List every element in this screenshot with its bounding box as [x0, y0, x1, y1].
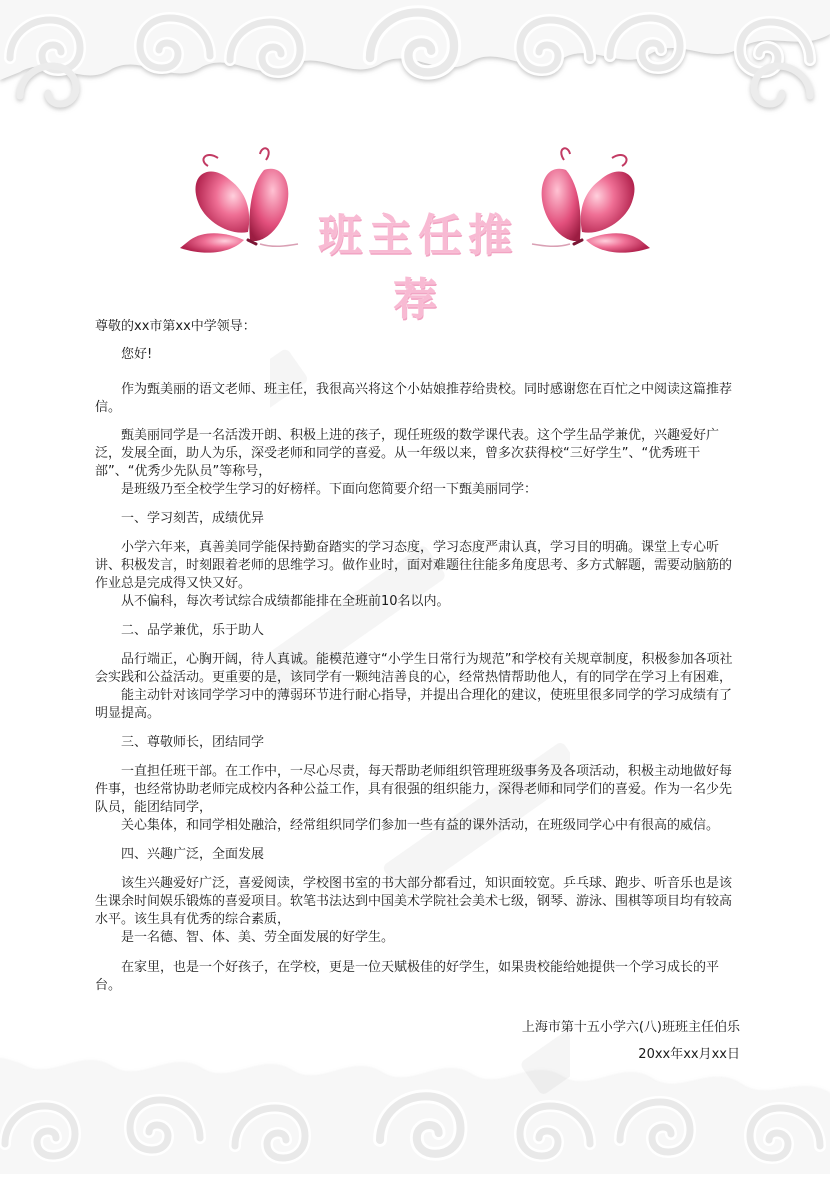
- section-heading: 四、兴趣广泛，全面发展: [121, 847, 265, 862]
- section-body: 小学六年来，真善美同学能保持勤奋踏实的学习态度，学习态度严肃认真，学习目的明确。课堂上专心听讲、积极发言，时刻跟着老师的思维学习。做作业时，面对难题往往能多角度思考、多方式解题，需要动脑筋的作业总是完成得又快又好。: [95, 540, 733, 591]
- section-heading: 三、尊敬师长，团结同学: [121, 735, 265, 750]
- signature: 上海市第十五小学六(八)班班主任伯乐: [521, 1020, 740, 1035]
- date: 20xx年xx月xx日: [638, 1047, 740, 1062]
- section-continuation: 关心集体，和同学相处融洽，经常组织同学们参加一些有益的课外活动，在班级同学心中有很高的威信。: [121, 818, 720, 833]
- butterfly-left-icon: [170, 140, 300, 270]
- section-body: 一直担任班干部。在工作中，一尽心尽责，每天帮助老师组织管理班级事务及各项活动，积极主动地做好每件事，也经常协助老师完成校内各种公益工作，具有很强的组织能力，深得老师和同学们的喜爱。作为一名少先队员，能团结同学，: [95, 764, 733, 815]
- page-title: 班主任推荐: [318, 210, 518, 325]
- decorative-cloud-border-top: [0, 0, 830, 140]
- overview-paragraph: 甄美丽同学是一名活泼开朗、积极上进的孩子，现任班级的数学课代表。这个学生品学兼优，兴趣爱好广泛，发展全面，助人为乐，深受老师和同学的喜爱。从一年级以来，曾多次获得校“三好学生”、“优秀班干部”、“优秀少先队员”等称号，: [95, 428, 720, 479]
- closing-paragraph: 在家里，也是一个好孩子，在学校，更是一位天赋极佳的好学生，如果贵校能给她提供一个学习成长的平台。: [95, 960, 720, 993]
- greeting: 尊敬的xx市第xx中学领导：: [95, 319, 256, 334]
- letter-header: [170, 135, 660, 325]
- section-continuation: 从不偏科，每次考试综合成绩都能排在全班前10名以内。: [121, 594, 450, 609]
- section-continuation: 能主动针对该同学学习中的薄弱环节进行耐心指导，并提出合理化的建议，使班里很多同学的学习成绩有了明显提高。: [95, 688, 733, 721]
- decorative-cloud-border-bottom: [0, 1054, 830, 1174]
- section-heading: 二、品学兼优，乐于助人: [121, 623, 265, 638]
- section-body: 品行端正，心胸开阔，待人真诚。能模范遵守“小学生日常行为规范”和学校有关规章制度，积极参加各项社会实践和公益活动。更重要的是，该同学有一颗纯洁善良的心，经常热情帮助他人，有的同学在学习上有困难，: [95, 652, 733, 685]
- salutation: 您好!: [121, 347, 153, 362]
- intro-paragraph: 作为甄美丽的语文老师、班主任，我很高兴将这个小姑娘推荐给贵校。同时感谢您在百忙之中阅读这篇推荐信。: [95, 382, 733, 415]
- section-continuation: 是一名德、智、体、美、劳全面发展的好学生。: [121, 930, 395, 945]
- overview-continuation: 是班级乃至全校学生学习的好榜样。下面向您简要介绍一下甄美丽同学：: [121, 482, 538, 497]
- section-heading: 一、学习刻苦，成绩优异: [121, 511, 265, 526]
- letter-body: [95, 318, 740, 1064]
- section-body: 该生兴趣爱好广泛，喜爱阅读，学校图书室的书大部分都看过，知识面较宽。乒乓球、跑步、听音乐也是该生课余时间娱乐锻炼的喜爱项目。软笔书法达到中国美术学院社会美术七级，钢琴、游泳、围棋等项目均有较高水平。该生具有优秀的综合素质，: [95, 876, 733, 927]
- butterfly-right-icon: [530, 140, 660, 270]
